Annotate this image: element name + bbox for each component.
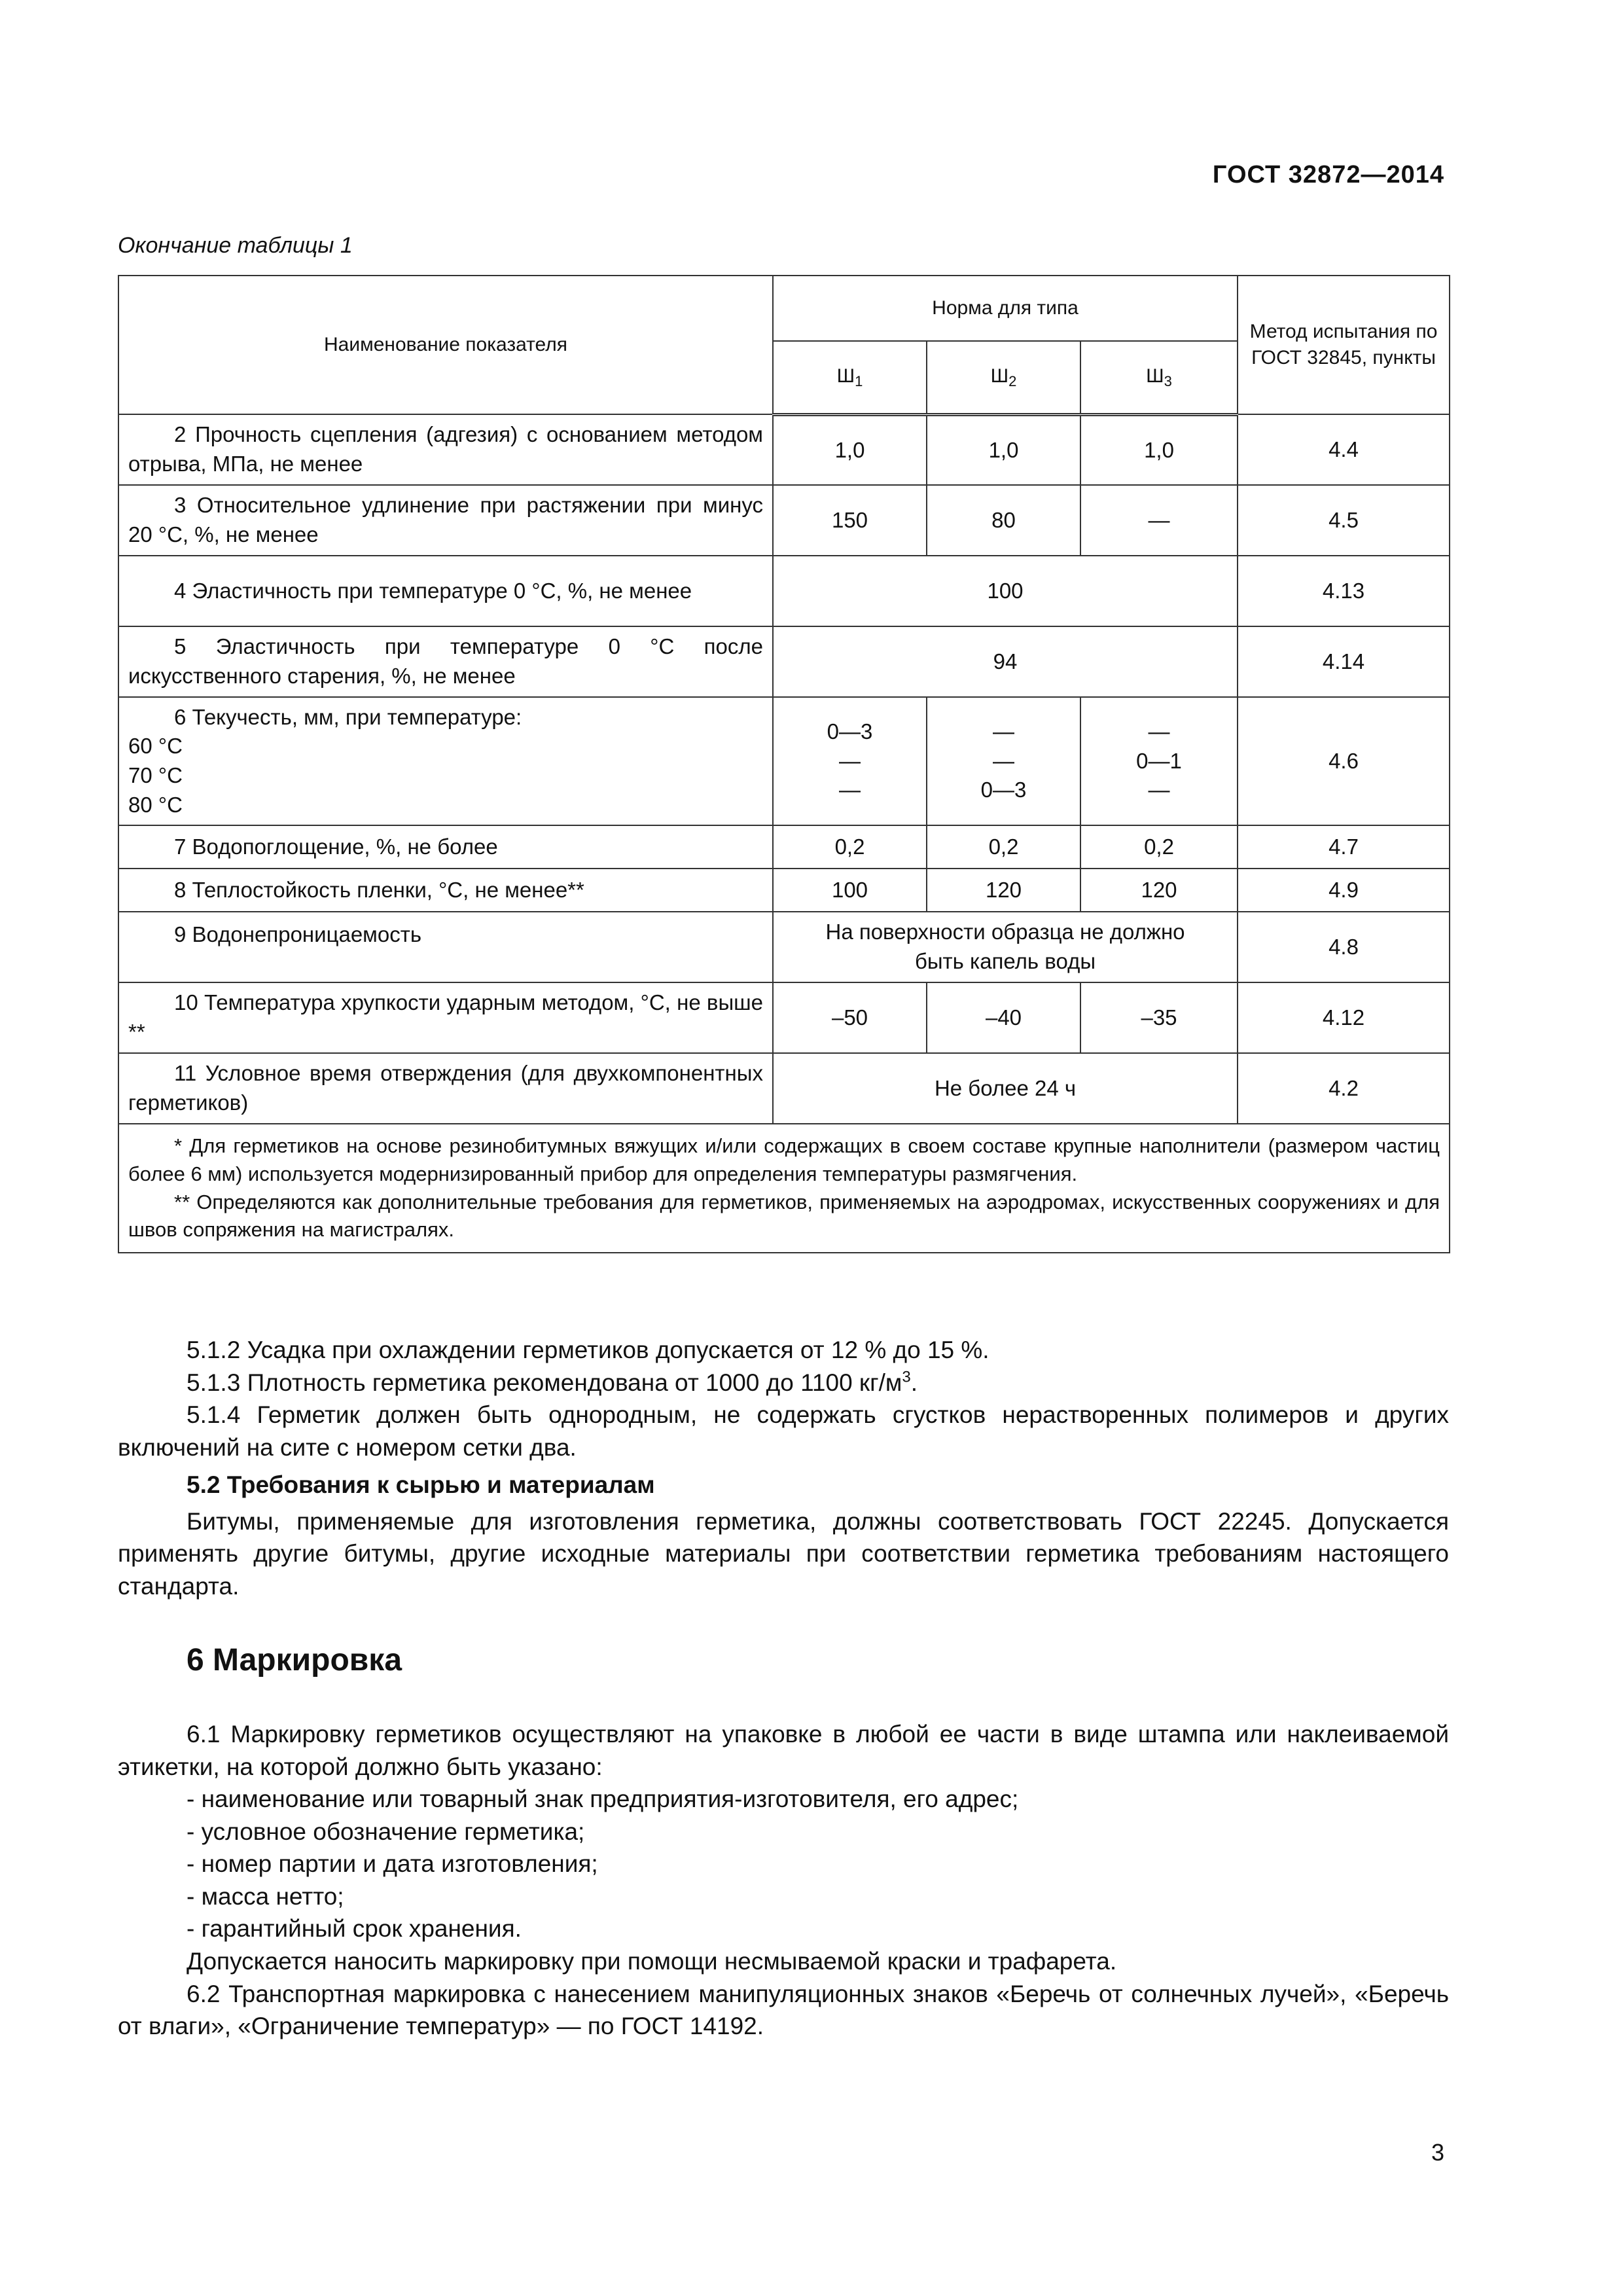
row-name: 7 Водопоглощение, %, не более <box>118 825 773 869</box>
value-cell: –50 <box>773 982 927 1053</box>
merged-value-cell: Не более 24 ч <box>773 1053 1238 1124</box>
heading-6: 6 Маркировка <box>187 1643 402 1677</box>
col-header-norm: Норма для типа <box>773 276 1238 341</box>
table-footnotes <box>118 1124 1450 1253</box>
value-cell: 1,0 <box>773 414 927 485</box>
requirements-table <box>118 275 1450 1253</box>
list-item: - номер партии и дата изготовления; <box>187 1850 598 1878</box>
page-number: 3 <box>1431 2139 1444 2166</box>
method-cell: 4.12 <box>1238 982 1450 1053</box>
value-cell: –35 <box>1080 982 1238 1053</box>
row-name: 5 Эластичность при температуре 0 °С после искусственного старения, %, не менее <box>118 626 773 697</box>
type-header: $Ш_1$ <box>773 341 927 414</box>
table-row <box>118 982 1450 1053</box>
value-cell: — 0—1 — <box>1080 697 1238 825</box>
list-item: - масса нетто; <box>187 1882 344 1910</box>
table-caption: Окончание таблицы 1 <box>118 233 353 258</box>
value-cell: –40 <box>927 982 1080 1053</box>
clause-5-1-3: 5.1.3 Плотность герметика рекомендована от 1000 до 1100 $кг/м^3$. <box>187 1368 918 1396</box>
row-name: 4 Эластичность при температуре 0 °С, %, не менее <box>118 556 773 626</box>
merged-value-cell: 94 <box>773 626 1238 697</box>
section-5-1-text <box>118 1334 1449 1603</box>
table-row <box>118 556 1450 626</box>
value-cell: 0,2 <box>773 825 927 869</box>
table-row <box>118 697 1450 825</box>
list-item: - условное обозначение герметика; <box>187 1818 585 1845</box>
table-row <box>118 825 1450 869</box>
method-cell: 4.4 <box>1238 414 1450 485</box>
table-row <box>118 912 1450 982</box>
method-cell: 4.8 <box>1238 912 1450 982</box>
value-cell: 150 <box>773 485 927 556</box>
col-header-name: Наименование показателя <box>118 276 773 414</box>
method-cell: 4.7 <box>1238 825 1450 869</box>
table-row <box>118 485 1450 556</box>
value-cell: 80 <box>927 485 1080 556</box>
row-name: 2 Прочность сцепления (адгезия) с основанием методом отрыва, МПа, не менее <box>118 414 773 485</box>
method-cell: 4.14 <box>1238 626 1450 697</box>
row-name: 6 Текучесть, мм, при температуре: 60 °С 70 °С 80 °С <box>118 697 773 825</box>
value-cell: 0,2 <box>1080 825 1238 869</box>
document-id: ГОСТ 32872—2014 <box>1212 161 1444 188</box>
value-cell: 120 <box>927 869 1080 912</box>
table-row <box>118 1053 1450 1124</box>
footnote-1: * Для герметиков на основе резинобитумных вяжущих и/или содержащих в своем составе крупные наполнители (размером частиц более 6 мм) используется модернизированный прибор для определения температуры размягчения. <box>128 1134 1440 1185</box>
value-cell: 100 <box>773 869 927 912</box>
method-cell: 4.2 <box>1238 1053 1450 1124</box>
value-cell: 1,0 <box>927 414 1080 485</box>
table-row <box>118 414 1450 485</box>
clause-5-1-2: 5.1.2 Усадка при охлаждении герметиков допускается от 12 % до 15 %. <box>187 1336 990 1363</box>
method-cell: 4.6 <box>1238 697 1450 825</box>
heading-5-2: 5.2 Требования к сырью и материалам <box>187 1471 655 1499</box>
row-name: 8 Теплостойкость пленки, °С, не менее** <box>118 869 773 912</box>
type-header: $Ш_2$ <box>927 341 1080 414</box>
method-cell: 4.9 <box>1238 869 1450 912</box>
clause-5-2: Битумы, применяемые для изготовления герметика, должны соответствовать ГОСТ 22245. Допускается применять другие битумы, другие исходные материалы при соответствии герметика требованиям настоящего стандарта. <box>118 1507 1449 1600</box>
merged-value-cell: На поверхности образца не должно быть капель воды <box>773 912 1238 982</box>
table-row <box>118 626 1450 697</box>
value-cell: 0,2 <box>927 825 1080 869</box>
row-name: 9 Водонепроницаемость <box>118 912 773 982</box>
row-name: 11 Условное время отверждения (для двухкомпонентных герметиков) <box>118 1053 773 1124</box>
value-cell: 0—3 — — <box>773 697 927 825</box>
list-item: - гарантийный срок хранения. <box>187 1915 522 1943</box>
merged-value-cell: 100 <box>773 556 1238 626</box>
type-header: $Ш_3$ <box>1080 341 1238 414</box>
value-cell: — <box>1080 485 1238 556</box>
clause-5-1-4: 5.1.4 Герметик должен быть однородным, не содержать сгустков нерастворенных полимеров и других включений на сите с номером сетки два. <box>118 1401 1449 1461</box>
clause-6-1: 6.1 Маркировку герметиков осуществляют на упаковке в любой ее части в виде штампа или наклеиваемой этикетки, на которой должно быть указано: <box>118 1721 1449 1780</box>
section-6-text <box>118 1718 1449 2043</box>
value-cell: 120 <box>1080 869 1238 912</box>
value-cell: 1,0 <box>1080 414 1238 485</box>
method-cell: 4.13 <box>1238 556 1450 626</box>
list-item: - наименование или товарный знак предприятия-изготовителя, его адрес; <box>187 1785 1019 1813</box>
method-cell: 4.5 <box>1238 485 1450 556</box>
clause-6-1-note: Допускается наносить маркировку при помощи несмываемой краски и трафарета. <box>187 1948 1117 1975</box>
table-footnote-row <box>118 1124 1450 1253</box>
table-row <box>118 869 1450 912</box>
row-name: 3 Относительное удлинение при растяжении при минус 20 °С, %, не менее <box>118 485 773 556</box>
section-6-heading <box>118 1640 1449 1681</box>
clause-6-2: 6.2 Транспортная маркировка с нанесением манипуляционных знаков «Беречь от солнечных лучей», «Беречь от влаги», «Ограничение температур» — по ГОСТ 14192. <box>118 1980 1449 2040</box>
row-name: 10 Температура хрупкости ударным методом, °С, не выше ** <box>118 982 773 1053</box>
col-header-method: Метод испытания по ГОСТ 32845, пункты <box>1238 276 1450 414</box>
value-cell: — — 0—3 <box>927 697 1080 825</box>
footnote-2: ** Определяются как дополнительные требования для герметиков, применяемых на аэродромах, искусственных сооружениях и для швов сопряжения на магистралях. <box>128 1190 1440 1242</box>
